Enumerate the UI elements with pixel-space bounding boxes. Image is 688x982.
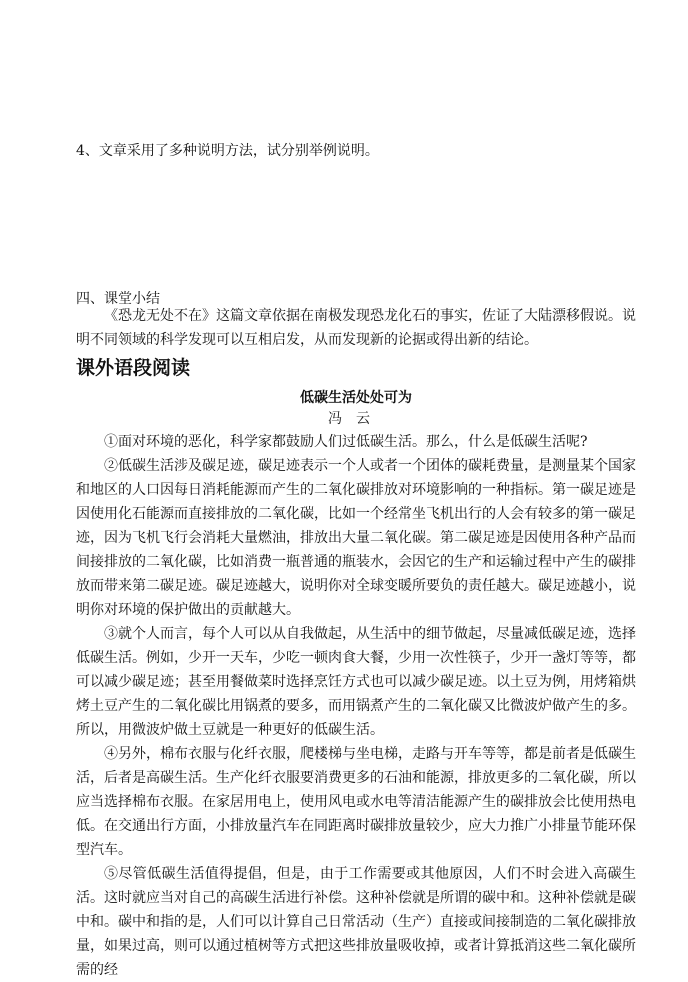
reading-heading: 课外语段阅读 (76, 357, 191, 379)
article-title: 低碳生活处处可为 (300, 390, 412, 406)
question-4: 4、文章采用了多种说明方法，试分别举例说明。 (76, 143, 379, 159)
paragraph-2: ②低碳生活涉及碳足迹，碳足迹表示一个人或者一个团体的碳耗费量，是测量某个国家和地区的人口因每日消耗能源而产生的二氧化碳排放对环境影响的一种指标。第一碳足迹是因使用化石能源而直接排放的二氧化碳，比如一个经常坐飞机出行的人会有较多的第一碳足迹，因为飞机飞行会消耗大量燃油，排放出大量二氧化碳。第二碳足迹是因使用各种产品而间接排放的二氧化碳，比如消费一瓶普通的瓶装水，会因它的生产和运输过程中产生的碳排放而带来第二碳足迹。碳足迹越大，说明你对全球变暖所要负的责任越大。碳足迹越小，说明你对环境的保护做出的贡献越大。 (76, 458, 636, 618)
paragraph-5: ⑤尽管低碳生活值得提倡，但是，由于工作需要或其他原因，人们不时会进入高碳生活。这时就应当对自己的高碳生活进行补偿。这种补偿就是所谓的碳中和。这种补偿就是碳中和。碳中和指的是，人们可以计算自己日常活动（生产）直接或间接制造的二氧化碳排放量，如果过高，则可以通过植树等方式把这些排放量吸收掉，或者计算抵消这些二氧化碳所需的经 (76, 866, 636, 978)
paragraph-4: ④另外，棉布衣服与化纤衣服，爬楼梯与坐电梯，走路与开车等等，都是前者是低碳生活，后者是高碳生活。生产化纤衣服要消费更多的石油和能源，排放更多的二氧化碳，所以应当选择棉布衣服。在家居用电上，使用风电或水电等清洁能源产生的碳排放会比使用热电低。在交通出行方面，小排放量汽车在同距离时碳排放量较少，应大力推广小排量节能环保型汽车。 (76, 746, 636, 858)
paragraph-1: ①面对环境的恶化，科学家都鼓励人们过低碳生活。那么，什么是低碳生活呢? (104, 434, 588, 450)
article-author: 冯云 (328, 411, 384, 427)
section-title: 四、课堂小结 (76, 291, 160, 307)
class-summary: 《恐龙无处不在》这篇文章依据在南极发现恐龙化石的事实，佐证了大陆漂移假说。说明不同领域的科学发现可以互相启发，从而发现新的论据或得出新的结论。 (76, 308, 636, 348)
paragraph-3: ③就个人而言，每个人可以从自我做起，从生活中的细节做起，尽量减低碳足迹，选择低碳生活。例如，少开一天车，少吃一顿肉食大餐，少用一次性筷子，少开一盏灯等等，都可以减少碳足迹；甚至用餐做菜时选择烹饪方式也可以减少碳足迹。以土豆为例，用烤箱烘烤土豆产生的二氧化碳比用锅煮的要多，而用锅煮产生的二氧化碳又比微波炉做产生的多。所以，用微波炉做土豆就是一种更好的低碳生活。 (76, 626, 636, 738)
article-body (76, 430, 636, 982)
